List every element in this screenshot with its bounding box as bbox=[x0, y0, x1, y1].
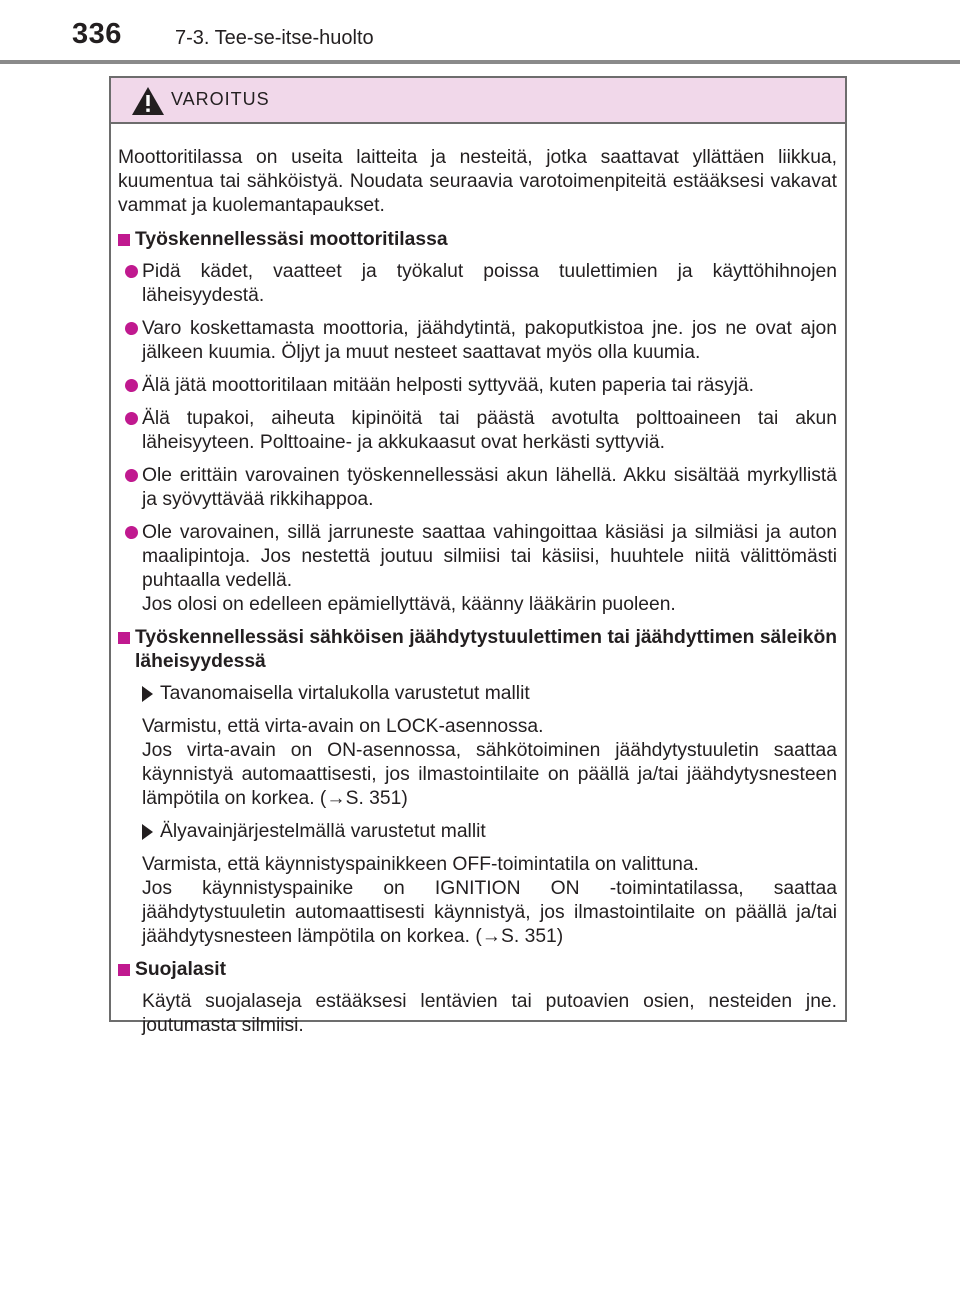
heading-text: Suojalasit bbox=[135, 959, 227, 980]
list-item bbox=[118, 521, 837, 617]
warning-content bbox=[111, 124, 845, 1038]
list-item-text-extra: Jos olosi on edelleen epämiellyttävä, käänny lääkärin puoleen. bbox=[142, 594, 676, 615]
square-bullet-icon bbox=[118, 964, 130, 976]
round-bullet-icon bbox=[125, 322, 138, 335]
paragraph-line: Varmista, että käynnistyspainikkeen OFF-toimintatila on valittuna. bbox=[142, 854, 699, 875]
heading-text: Työskennellessäsi sähköisen jäähdytystuulettimen tai jäähdyttimen säleikön läheisyydessä bbox=[135, 627, 837, 672]
list-item bbox=[118, 317, 837, 365]
header-rule bbox=[0, 60, 960, 64]
round-bullet-icon bbox=[125, 469, 138, 482]
square-bullet-icon bbox=[118, 234, 130, 246]
list-item-text: Ole erittäin varovainen työskennellessäsi akun lähellä. Akku sisältää myrkyllistä ja syövyttävää rikkihappoa. bbox=[142, 465, 837, 510]
heading-text: Työskennellessäsi moottoritilassa bbox=[135, 229, 448, 250]
paragraph-line: Jos käynnistyspainike on IGNITION ON -toimintatilassa, saattaa jäähdytystuuletin automaattisesti käynnistyä, jos ilmastointilaite on päällä ja/tai jäähdytysnesteen lämpötila on korkea. (→S. 351) bbox=[142, 878, 837, 947]
subheading-text: Älyavainjärjestelmällä varustetut mallit bbox=[160, 821, 486, 842]
round-bullet-icon bbox=[125, 526, 138, 539]
list-item bbox=[118, 464, 837, 512]
paragraph-line: Varmistu, että virta-avain on LOCK-asennossa. bbox=[142, 716, 544, 737]
paragraph-key-models bbox=[118, 715, 837, 811]
round-bullet-icon bbox=[125, 265, 138, 278]
list-item bbox=[118, 407, 837, 455]
list-item-text: Älä tupakoi, aiheuta kipinöitä tai päästä avotulta polttoaineen tai akun läheisyyteen. Polttoaine- ja akkukaasut ovat herkästi syttyviä. bbox=[142, 408, 837, 453]
subheading-key-models bbox=[118, 682, 837, 706]
warning-box bbox=[109, 76, 847, 1036]
list-item-text: Älä jätä moottoritilaan mitään helposti syttyvää, kuten paperia tai räsyjä. bbox=[142, 375, 754, 396]
list-item bbox=[118, 260, 837, 308]
paragraph-goggles: Käytä suojalaseja estääksesi lentävien tai putoavien osien, nesteiden jne. joutumasta silmiisi. bbox=[142, 991, 837, 1036]
round-bullet-icon bbox=[125, 412, 138, 425]
subheading-text: Tavanomaisella virtalukolla varustetut mallit bbox=[160, 683, 530, 704]
page-number: 336 bbox=[72, 18, 122, 50]
section-title: 7-3. Tee-se-itse-huolto bbox=[175, 27, 374, 49]
round-bullet-icon bbox=[125, 379, 138, 392]
list-item-text: Ole varovainen, sillä jarruneste saattaa vahingoittaa käsiäsi ja silmiäsi ja auton maalipintoja. Jos nestettä joutuu silmiisi tai käsiisi, huuhtele niitä välittömästi puhtaalla vedellä. bbox=[142, 522, 837, 591]
intro-text: Moottoritilassa on useita laitteita ja nesteitä, jotka saattavat yllättäen liikkua, kuumentua tai sähköistyä. Noudata seuraavia varotoimenpiteitä estääksesi vakavat vammat ja kuolemantapaukset. bbox=[118, 147, 837, 216]
paragraph-smart-key-models bbox=[118, 853, 837, 949]
square-bullet-icon bbox=[118, 632, 130, 644]
list-item bbox=[118, 374, 837, 398]
triangle-arrow-icon bbox=[142, 686, 153, 702]
warning-label: VAROITUS bbox=[171, 89, 270, 109]
list-item-text: Varo koskettamasta moottoria, jäähdytintä, pakoputkistoa jne. jos ne ovat ajon jälkeen kuumia. Öljyt ja muut nesteet saattavat myös olla kuumia. bbox=[142, 318, 837, 363]
section-heading-cooling-fan bbox=[118, 626, 837, 674]
section-heading-engine-room bbox=[118, 228, 837, 252]
page-header bbox=[0, 0, 960, 64]
paragraph-line: Jos virta-avain on ON-asennossa, sähkötoiminen jäähdytystuuletin saattaa käynnistyä automaattisesti, jos ilmastointilaite on päällä ja/tai jäähdytysnesteen lämpötila on korkea. (→S. 351) bbox=[142, 740, 837, 809]
list-item-text: Pidä kädet, vaatteet ja työkalut poissa tuulettimien ja käyttöhihnojen läheisyydestä. bbox=[142, 261, 837, 306]
section-heading-goggles bbox=[118, 958, 837, 982]
triangle-arrow-icon bbox=[142, 824, 153, 840]
subheading-smart-key-models bbox=[118, 820, 837, 844]
warning-triangle-icon bbox=[131, 86, 165, 116]
warning-header bbox=[111, 78, 845, 124]
